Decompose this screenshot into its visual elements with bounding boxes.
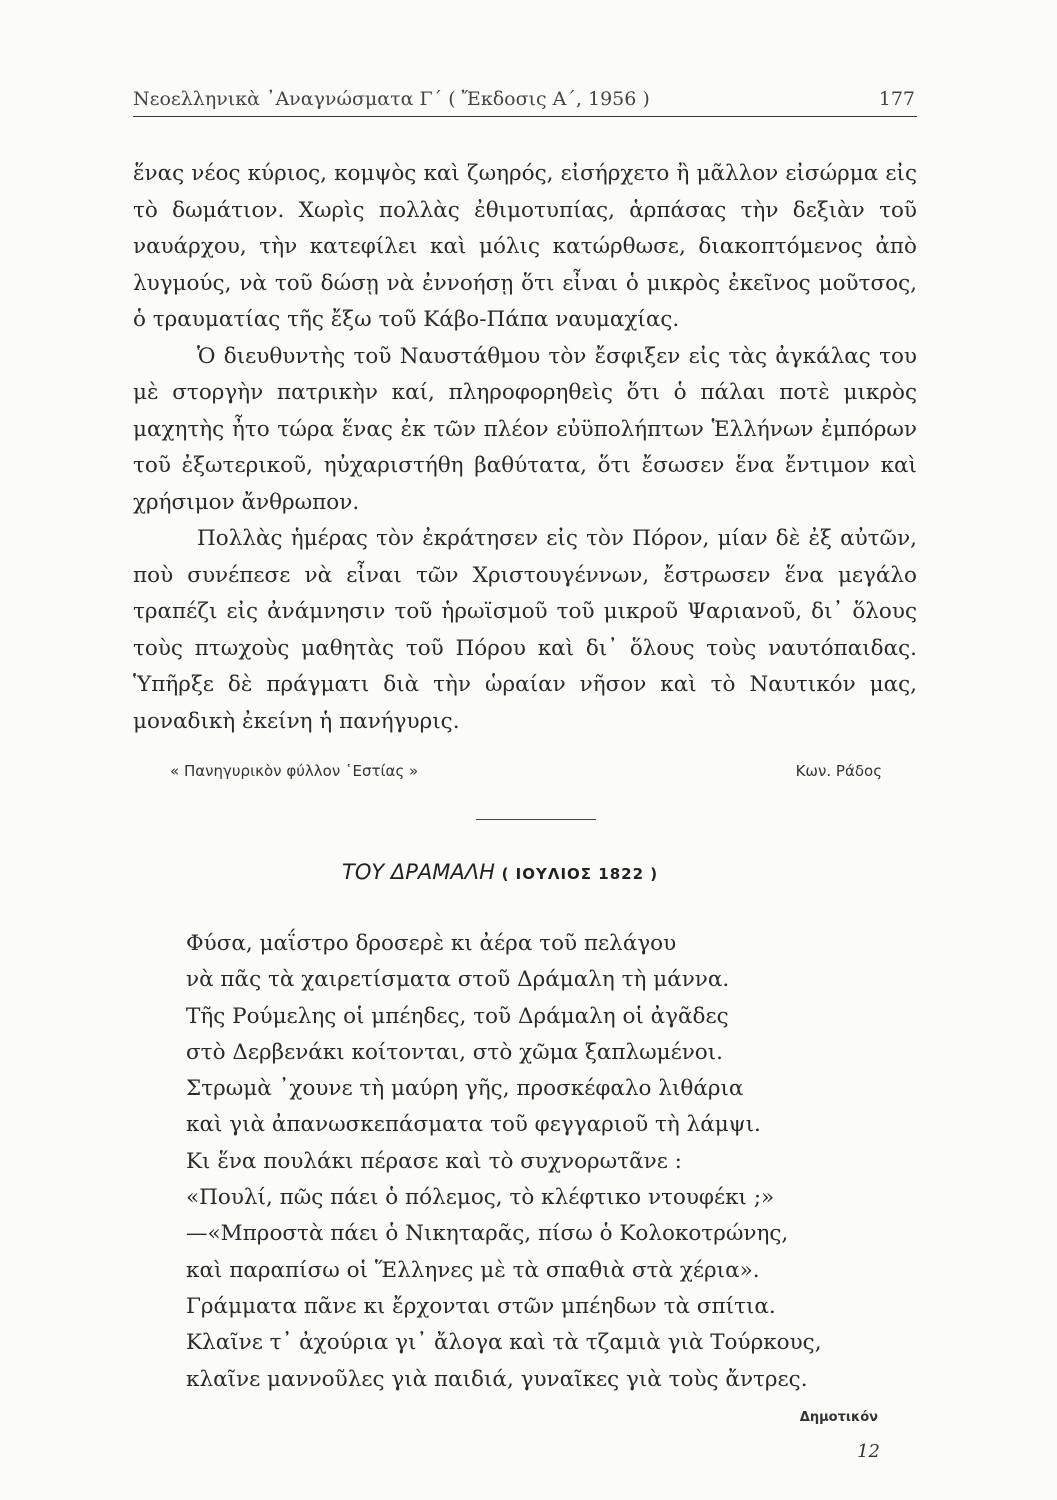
paragraph: ἕνας νέος κύριος, κομψὸς καὶ ζωηρός, εἰσήρχετο ἢ μᾶλλον εἰσώρμα εἰς τὸ δωμάτιον. Χωρὶς πολλὰς ἐθιμοτυπίας, ἁρπάσας τὴν δεξιὰν τοῦ ναυάρχου, τὴν κατεφίλει καὶ μόλις κατώρθωσε, διακοπτόμενος ἀπὸ λυγμούς, νὰ τοῦ δώσῃ νὰ ἐννοήσῃ ὅτι εἶναι ὁ μικρὸς ἐκεῖνος μοῦτσος, ὁ τραυματίας τῆς ἔξω τοῦ Κάβο-Πάπα ναυμαχίας. xyxy=(133,161,917,332)
running-header xyxy=(133,88,917,117)
poem-body xyxy=(186,926,886,1398)
paragraph: Ὁ διευθυντὴς τοῦ Ναυστάθμου τὸν ἔσφιξεν εἰς τὰς ἀγκάλας του μὲ στοργὴν πατρικὴν καί, πληροφορηθεὶς ὅτι ὁ πάλαι ποτὲ μικρὸς μαχητὴς ἦτο τώρα ἕνας ἐκ τῶν πλέον εὐϋπολήπτων Ἑλλήνων ἐμπόρων τοῦ ἐξωτερικοῦ, ηὐχαριστήθη βαθύτατα, ὅτι ἔσωσεν ἕνα ἔντιμον καὶ χρήσιμον ἄνθρωπον. xyxy=(133,343,917,515)
poem-line: καὶ παραπίσω οἱ Ἕλληνες μὲ τὰ σπαθιὰ στὰ χέρια». xyxy=(186,1257,760,1283)
citation-author: Κων. Ράδος xyxy=(795,762,882,780)
poem-line: Γράμματα πᾶνε κι ἔρχονται στῶν μπέηδων τὰ σπίτια. xyxy=(186,1293,776,1319)
poem-line: Φύσα, μαΐστρο δροσερὲ κι ἀέρα τοῦ πελάγου xyxy=(186,931,677,956)
poem-source: Δημοτικόν xyxy=(799,1410,878,1425)
section-divider xyxy=(476,819,596,820)
poem-line: καὶ γιὰ ἀπανωσκεπάσματα τοῦ φεγγαριοῦ τὴ λάμψι. xyxy=(186,1112,761,1138)
prose-body xyxy=(133,156,917,740)
poem-line: —«Μπροστὰ πάει ὁ Νικηταρᾶς, πίσω ὁ Κολοκοτρώνης, xyxy=(186,1221,789,1247)
running-header-title: Νεοελληνικὰ ᾿Αναγνώσματα Γ΄ ( Ἔκδοσις Α΄, 1956 ) xyxy=(133,88,650,110)
citation-source: « Πανηγυρικὸν φύλλον ῾Εστίας » xyxy=(170,762,419,780)
poem-title xyxy=(342,860,762,884)
poem-line: στὸ Δερβενάκι κοίτονται, στὸ χῶμα ξαπλωμένοι. xyxy=(186,1039,724,1065)
poem-line: Κι ἕνα πουλάκι πέρασε καὶ τὸ συχνορωτᾶνε : xyxy=(186,1148,682,1174)
poem-line: κλαῖνε μαννοῦλες γιὰ παιδιά, γυναῖκες γιὰ τοὺς ἄντρες. xyxy=(186,1366,808,1392)
poem-line: Τῆς Ρούμελης οἱ μπέηδες, τοῦ Δράμαλη οἱ ἀγᾶδες xyxy=(186,1003,729,1029)
sheet-number: 12 xyxy=(857,1441,880,1462)
poem-title-text: ΤΟΥ ΔΡΑΜΑΛΗ xyxy=(342,860,495,884)
poem-line: «Πουλί, πῶς πάει ὁ πόλεμος, τὸ κλέφτικο ντουφέκι ;» xyxy=(186,1185,775,1211)
page-number: 177 xyxy=(878,88,915,110)
poem-line: νὰ πᾶς τὰ χαιρετίσματα στοῦ Δράμαλη τὴ μάννα. xyxy=(186,967,730,993)
poem-line: Κλαῖνε τ᾿ ἀχούρια γι᾿ ἄλογα καὶ τὰ τζαμιὰ γιὰ Τούρκους, xyxy=(186,1330,822,1356)
poem-line: Στρωμὰ ᾿χουνε τὴ μαύρη γῆς, προσκέφαλο λιθάρια xyxy=(186,1076,744,1102)
paragraph: Πολλὰς ἡμέρας τὸν ἐκράτησεν εἰς τὸν Πόρον, μίαν δὲ ἐξ αὐτῶν, ποὺ συνέπεσε νὰ εἶναι τῶν Χριστουγέννων, ἔστρωσεν ἕνα μεγάλο τραπέζι εἰς ἀνάμνησιν τοῦ ἡρωϊσμοῦ τοῦ μικροῦ Ψαριανοῦ, δι᾿ ὅλους τοὺς πτωχοὺς μαθητὰς τοῦ Πόρου καὶ δι᾿ ὅλους τοὺς ναυτόπαιδας. Ὑπῆρξε δὲ πράγματι διὰ τὴν ὡραίαν νῆσον καὶ τὸ Ναυτικόν μας, μοναδικὴ ἐκείνη ἡ πανήγυρις. xyxy=(133,526,917,734)
poem-subtitle: ( ΙΟΥΛΙΟΣ 1822 ) xyxy=(501,865,659,883)
